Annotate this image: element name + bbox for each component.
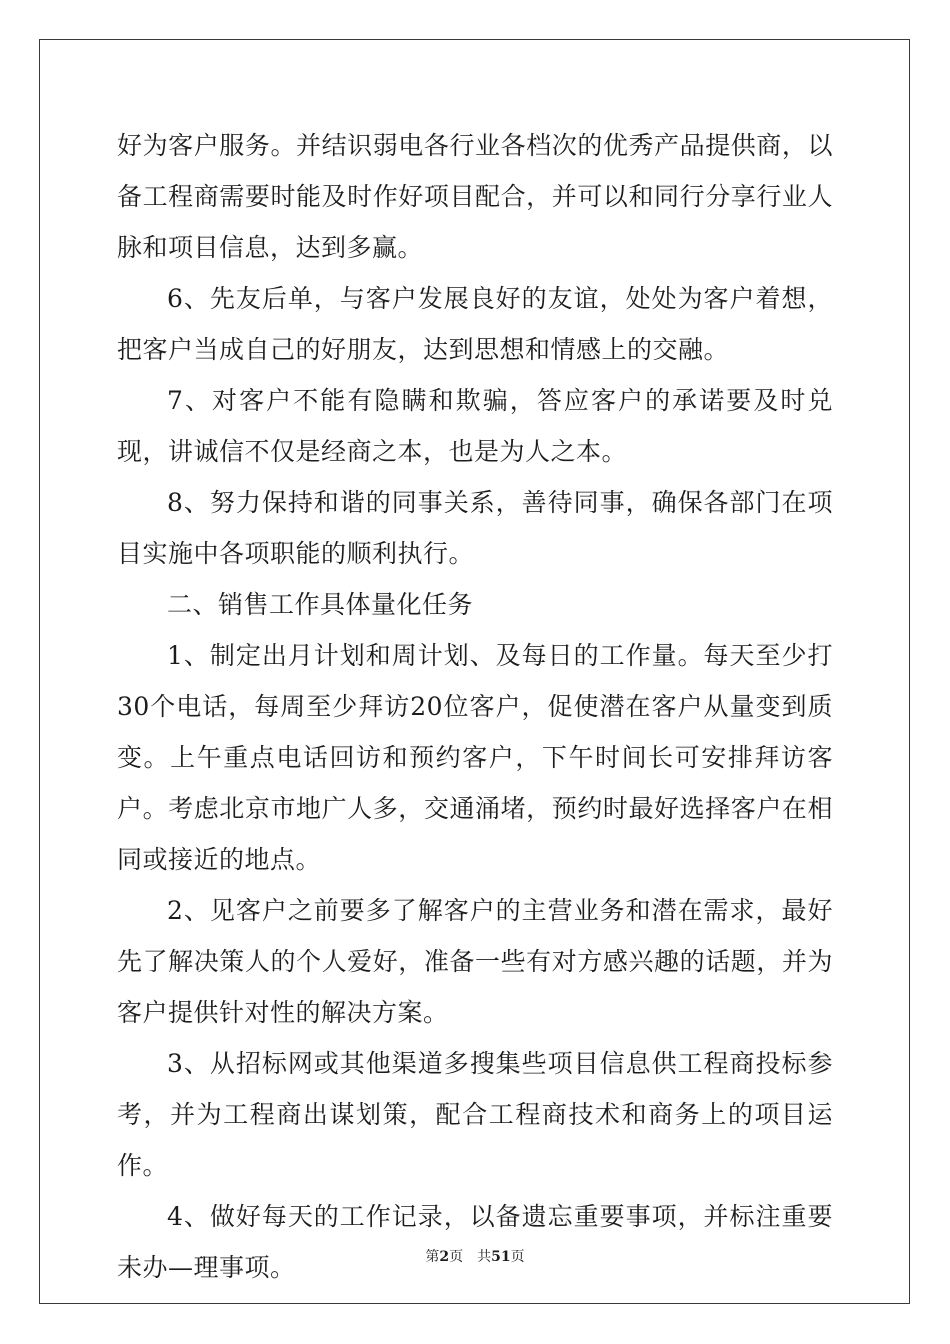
paragraph: 7、对客户不能有隐瞒和欺骗，答应客户的承诺要及时兑现，讲诚信不仅是经商之本，也是为人之本。 xyxy=(117,386,833,466)
paragraph: 好为客户服务。并结识弱电各行业各档次的优秀产品提供商，以备工程商需要时能及时作好项目配合，并可以和同行分享行业人脉和项目信息，达到多赢。 xyxy=(117,131,833,262)
paragraph: 8、努力保持和谐的同事关系，善待同事，确保各部门在项目实施中各项职能的顺利执行。 xyxy=(117,488,833,568)
section-heading: 二、销售工作具体量化任务 xyxy=(167,590,474,619)
page-suffix: 页 xyxy=(449,1249,464,1265)
paragraph: 4、做好每天的工作记录，以备遗忘重要事项，并标注重要未办—理事项。 xyxy=(117,1202,833,1282)
total-prefix: 共 xyxy=(477,1249,492,1265)
page-prefix: 第 xyxy=(425,1249,440,1265)
paragraph: 6、先友后单，与客户发展良好的友谊，处处为客户着想，把客户当成自己的好朋友，达到思想和情感上的交融。 xyxy=(117,284,833,364)
paragraph: 1、制定出月计划和周计划、及每日的工作量。每天至少打30个电话，每周至少拜访20位客户，促使潜在客户从量变到质变。上午重点电话回访和预约客户，下午时间长可安排拜访客户。考虑北京市地广人多，交通涌堵，预约时最好选择客户在相同或接近的地点。 xyxy=(117,641,833,874)
total-suffix: 页 xyxy=(510,1249,525,1265)
paragraph: 3、从招标网或其他渠道多搜集些项目信息供工程商投标参考，并为工程商出谋划策，配合工程商技术和商务上的项目运作。 xyxy=(117,1049,833,1180)
page-number: 2 xyxy=(439,1249,450,1265)
total-pages: 51 xyxy=(491,1249,511,1265)
page-footer xyxy=(0,1246,950,1266)
document-body xyxy=(117,120,833,1293)
paragraph: 2、见客户之前要多了解客户的主营业务和潜在需求，最好先了解决策人的个人爱好，准备一些有对方感兴趣的话题，并为客户提供针对性的解决方案。 xyxy=(117,896,833,1027)
